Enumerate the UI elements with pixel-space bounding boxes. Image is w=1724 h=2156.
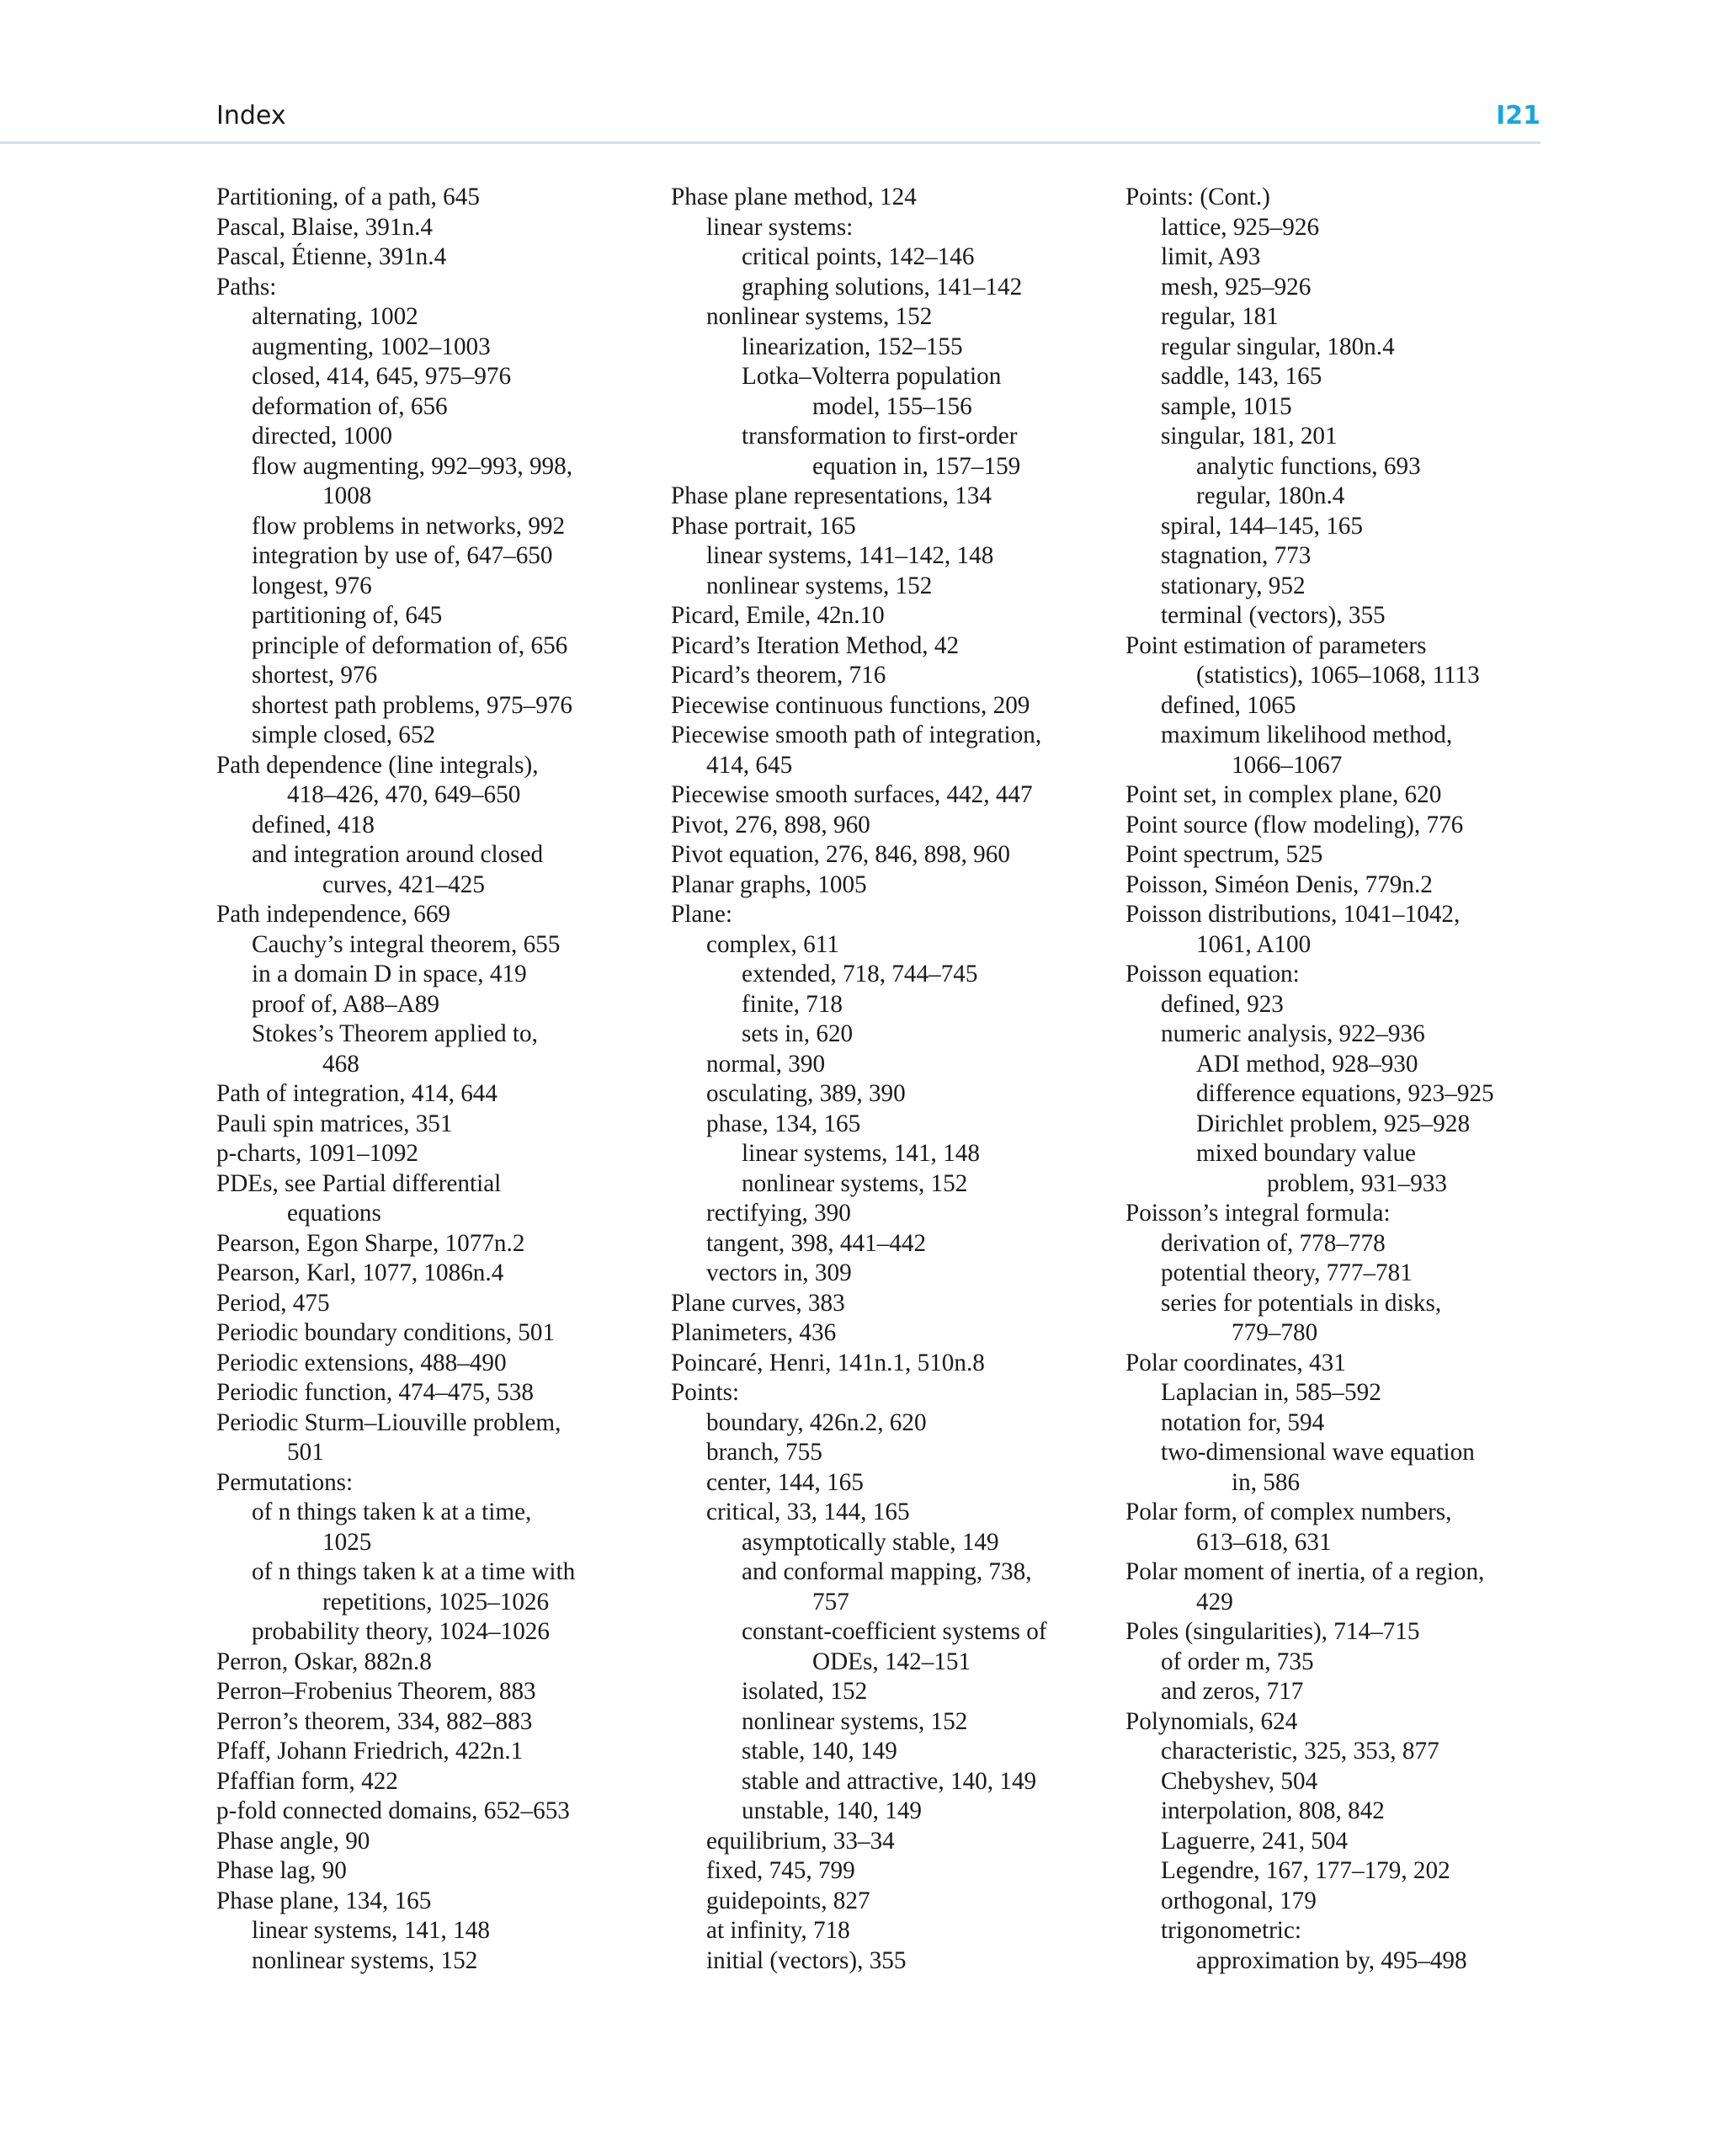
- index-entry: (statistics), 1065–1068, 1113: [1196, 662, 1480, 689]
- index-entry: 429: [1196, 1588, 1233, 1616]
- index-entry: alternating, 1002: [252, 303, 418, 330]
- index-entry: and integration around closed: [252, 841, 544, 868]
- index-entry: model, 155–156: [812, 392, 972, 420]
- index-entry: Polar moment of inertia, of a region,: [1125, 1558, 1485, 1585]
- index-entry: nonlinear systems, 152: [742, 1169, 968, 1197]
- index-entry: Laplacian in, 585–592: [1161, 1379, 1381, 1406]
- index-entry: flow augmenting, 992–993, 998,: [252, 452, 573, 480]
- index-entry: Picard, Emile, 42n.10: [671, 602, 885, 629]
- index-entry: critical, 33, 144, 165: [706, 1499, 910, 1525]
- index-entry: Phase portrait, 165: [671, 512, 856, 540]
- index-entry: Planar graphs, 1005: [671, 870, 867, 898]
- index-entry: singular, 181, 201: [1161, 423, 1338, 450]
- index-entry: and zeros, 717: [1161, 1678, 1304, 1705]
- index-entry: extended, 718, 744–745: [742, 961, 978, 988]
- index-entry: proof of, A88–A89: [252, 990, 439, 1018]
- index-entry: limit, A93: [1161, 243, 1261, 270]
- index-entry: constant-coefficient systems of: [742, 1618, 1047, 1645]
- index-entry: Pauli spin matrices, 351: [216, 1110, 453, 1137]
- index-entry: shortest path problems, 975–976: [252, 691, 573, 719]
- page-number: I21: [1496, 101, 1540, 130]
- index-entry: Periodic Sturm–Liouville problem,: [216, 1408, 561, 1436]
- running-head: Index: [216, 101, 286, 130]
- index-entry: Legendre, 167, 177–179, 202: [1161, 1857, 1450, 1884]
- index-entry: Periodic extensions, 488–490: [216, 1349, 507, 1376]
- index-entry: spiral, 144–145, 165: [1161, 512, 1363, 540]
- index-entry: orthogonal, 179: [1161, 1887, 1317, 1914]
- index-entry: Pivot, 276, 898, 960: [671, 811, 870, 838]
- index-entry: linearization, 152–155: [742, 333, 963, 360]
- index-entry: Poisson, Siméon Denis, 779n.2: [1125, 870, 1433, 898]
- index-entry: 1061, A100: [1196, 930, 1312, 958]
- index-entry: closed, 414, 645, 975–976: [252, 363, 512, 390]
- index-entry: finite, 718: [742, 990, 843, 1018]
- index-entry: 779–780: [1232, 1319, 1318, 1346]
- index-entry: isolated, 152: [742, 1678, 868, 1705]
- index-entry: Pearson, Karl, 1077, 1086n.4: [216, 1259, 504, 1286]
- index-entry: lattice, 925–926: [1161, 213, 1320, 241]
- index-entry: complex, 611: [706, 930, 839, 958]
- index-entry: Poles (singularities), 714–715: [1125, 1618, 1420, 1645]
- index-entry: Point source (flow modeling), 776: [1125, 811, 1464, 838]
- index-entry: in, 586: [1232, 1468, 1301, 1496]
- index-entry: potential theory, 777–781: [1161, 1259, 1413, 1286]
- index-entry: shortest, 976: [252, 662, 378, 689]
- index-entry: fixed, 745, 799: [706, 1857, 855, 1884]
- index-entry: derivation of, 778–778: [1161, 1229, 1386, 1257]
- index-entry: nonlinear systems, 152: [706, 572, 933, 599]
- index-entry: 468: [322, 1050, 359, 1078]
- index-entry: defined, 923: [1161, 990, 1284, 1018]
- index-entry: mesh, 925–926: [1161, 273, 1312, 301]
- index-entry: 757: [812, 1588, 849, 1616]
- index-entry: deformation of, 656: [252, 392, 448, 420]
- index-entry: Phase plane, 134, 165: [216, 1887, 432, 1914]
- index-entry: defined, 418: [252, 811, 375, 838]
- index-entry: Poincaré, Henri, 141n.1, 510n.8: [671, 1349, 985, 1376]
- index-entry: flow problems in networks, 992: [252, 512, 566, 540]
- index-entry: at infinity, 718: [706, 1917, 850, 1944]
- index-entry: in a domain D in space, 419: [252, 961, 527, 988]
- index-entry: 1008: [322, 482, 372, 509]
- index-entry: of order m, 735: [1161, 1648, 1314, 1675]
- index-entry: Periodic boundary conditions, 501: [216, 1319, 556, 1346]
- index-entry: 1066–1067: [1232, 751, 1343, 779]
- index-entry: curves, 421–425: [322, 870, 485, 898]
- index-entry: equation in, 157–159: [812, 452, 1021, 480]
- index-entry: characteristic, 325, 353, 877: [1161, 1738, 1439, 1765]
- index-entry: stationary, 952: [1161, 572, 1306, 599]
- index-entry: and conformal mapping, 738,: [742, 1558, 1032, 1585]
- index-entry: center, 144, 165: [706, 1468, 864, 1496]
- index-entry: Phase plane method, 124: [671, 184, 917, 210]
- index-entry: Permutations:: [216, 1468, 354, 1496]
- index-entry: regular, 180n.4: [1196, 482, 1345, 509]
- index-entry: initial (vectors), 355: [706, 1946, 907, 1974]
- index-entry: nonlinear systems, 152: [742, 1707, 968, 1735]
- index-entry: Stokes’s Theorem applied to,: [252, 1020, 538, 1047]
- index-entry: Chebyshev, 504: [1161, 1767, 1318, 1795]
- index-entry: Path independence, 669: [216, 901, 451, 928]
- index-entry: Dirichlet problem, 925–928: [1196, 1110, 1471, 1137]
- page-header: [0, 101, 1540, 144]
- index-entry: 613–618, 631: [1196, 1528, 1332, 1556]
- index-entry: Lotka–Volterra population: [742, 363, 1002, 390]
- index-entry: linear systems, 141–142, 148: [706, 542, 994, 569]
- index-entry: series for potentials in disks,: [1161, 1289, 1442, 1317]
- index-entry: tangent, 398, 441–442: [706, 1229, 927, 1257]
- index-entry: Point estimation of parameters: [1125, 631, 1427, 659]
- index-entry: Picard’s theorem, 716: [671, 662, 886, 689]
- index-entry: Picard’s Iteration Method, 42: [671, 631, 960, 659]
- index-entry: Piecewise smooth surfaces, 442, 447: [671, 781, 1033, 808]
- index-entry: vectors in, 309: [706, 1259, 852, 1286]
- index-entry: linear systems:: [706, 213, 854, 241]
- index-entry: Plane:: [671, 901, 732, 928]
- index-entry: stable and attractive, 140, 149: [742, 1767, 1037, 1795]
- index-entry: Points:: [671, 1379, 740, 1406]
- index-entry: simple closed, 652: [252, 721, 436, 748]
- index-entry: principle of deformation of, 656: [252, 631, 568, 659]
- index-entry: Perron, Oskar, 882n.8: [216, 1648, 432, 1675]
- index-entry: two-dimensional wave equation: [1161, 1439, 1475, 1466]
- index-entry: 414, 645: [706, 751, 793, 779]
- index-entry: 1025: [322, 1528, 372, 1556]
- index-entry: of n things taken k at a time with: [252, 1558, 576, 1585]
- index-entry: Pfaffian form, 422: [216, 1767, 398, 1795]
- index-column-3: [1125, 183, 1563, 1976]
- index-entry: Polar coordinates, 431: [1125, 1349, 1346, 1376]
- index-entry: Plane curves, 383: [671, 1289, 845, 1317]
- index-entry: equilibrium, 33–34: [706, 1827, 895, 1855]
- index-entry: terminal (vectors), 355: [1161, 602, 1386, 629]
- index-entry: sets in, 620: [742, 1020, 854, 1047]
- index-entry: mixed boundary value: [1196, 1140, 1416, 1167]
- index-entry: Phase angle, 90: [216, 1827, 370, 1855]
- index-entry: sample, 1015: [1161, 392, 1292, 420]
- index-entry: Planimeters, 436: [671, 1319, 837, 1346]
- index-entry: longest, 976: [252, 572, 372, 599]
- index-entry: notation for, 594: [1161, 1408, 1325, 1436]
- index-entry: Poisson’s integral formula:: [1125, 1200, 1391, 1227]
- index-entry: Pascal, Étienne, 391n.4: [216, 243, 447, 270]
- index-entry: augmenting, 1002–1003: [252, 333, 491, 360]
- index-entry: guidepoints, 827: [706, 1887, 870, 1914]
- index-entry: p-charts, 1091–1092: [216, 1140, 418, 1167]
- index-entry: phase, 134, 165: [706, 1110, 861, 1137]
- index-entry: defined, 1065: [1161, 691, 1296, 719]
- index-entry: p-fold connected domains, 652–653: [216, 1797, 570, 1824]
- index-entry: Poisson equation:: [1125, 961, 1300, 988]
- index-entry: Piecewise smooth path of integration,: [671, 721, 1042, 748]
- index-entry: Phase lag, 90: [216, 1857, 347, 1884]
- index-entry: Pascal, Blaise, 391n.4: [216, 213, 433, 241]
- index-column-1: [216, 183, 654, 1976]
- index-entry: Perron’s theorem, 334, 882–883: [216, 1707, 533, 1735]
- index-entry: of n things taken k at a time,: [252, 1499, 532, 1525]
- index-entry: probability theory, 1024–1026: [252, 1618, 550, 1645]
- index-entry: partitioning of, 645: [252, 602, 443, 629]
- index-entry: Pfaff, Johann Friedrich, 422n.1: [216, 1738, 524, 1765]
- index-entry: osculating, 389, 390: [706, 1080, 906, 1107]
- index-entry: Period, 475: [216, 1289, 330, 1317]
- index-entry: trigonometric:: [1161, 1917, 1301, 1944]
- index-entry: Piecewise continuous functions, 209: [671, 691, 1030, 719]
- index-entry: PDEs, see Partial differential: [216, 1169, 502, 1197]
- index-entry: ADI method, 928–930: [1196, 1050, 1418, 1078]
- index-entry: normal, 390: [706, 1050, 826, 1078]
- index-entry: Point set, in complex plane, 620: [1125, 781, 1442, 808]
- index-entry: nonlinear systems, 152: [706, 303, 933, 330]
- index-entry: numeric analysis, 922–936: [1161, 1020, 1425, 1047]
- index-entry: Paths:: [216, 273, 277, 301]
- index-entry: 418–426, 470, 649–650: [287, 781, 521, 808]
- index-entry: Laguerre, 241, 504: [1161, 1827, 1349, 1855]
- index-entry: Cauchy’s integral theorem, 655: [252, 930, 561, 958]
- index-entry: repetitions, 1025–1026: [322, 1588, 550, 1616]
- index-entry: 501: [287, 1439, 324, 1466]
- index-entry: Path dependence (line integrals),: [216, 751, 539, 779]
- index-entry: Polar form, of complex numbers,: [1125, 1499, 1452, 1525]
- index-entry: Point spectrum, 525: [1125, 841, 1323, 868]
- index-entry: regular, 181: [1161, 303, 1279, 330]
- index-entry: Phase plane representations, 134: [671, 482, 992, 509]
- index-entry: transformation to first-order: [742, 423, 1018, 450]
- index-entry: Pearson, Egon Sharpe, 1077n.2: [216, 1229, 525, 1257]
- index-entry: stable, 140, 149: [742, 1738, 897, 1765]
- index-entry: saddle, 143, 165: [1161, 363, 1322, 390]
- index-entry: maximum likelihood method,: [1161, 721, 1453, 748]
- index-entry: equations: [287, 1200, 381, 1227]
- index-entry: Points: (Cont.): [1125, 184, 1270, 210]
- index-column-2: [671, 183, 1109, 1976]
- index-entry: graphing solutions, 141–142: [742, 273, 1023, 301]
- index-entry: asymptotically stable, 149: [742, 1528, 999, 1556]
- index-entry: Poisson distributions, 1041–1042,: [1125, 901, 1461, 928]
- index-entry: Perron–Frobenius Theorem, 883: [216, 1678, 536, 1705]
- index-entry: problem, 931–933: [1267, 1169, 1448, 1197]
- index-entry: linear systems, 141, 148: [742, 1140, 980, 1167]
- index-entry: unstable, 140, 149: [742, 1797, 923, 1824]
- index-entry: analytic functions, 693: [1196, 452, 1421, 480]
- index-entry: Path of integration, 414, 644: [216, 1080, 498, 1107]
- index-entry: branch, 755: [706, 1439, 822, 1466]
- index-entry: interpolation, 808, 842: [1161, 1797, 1385, 1824]
- index-entry: critical points, 142–146: [742, 243, 975, 270]
- index-entry: difference equations, 923–925: [1196, 1080, 1494, 1107]
- index-entry: nonlinear systems, 152: [252, 1946, 478, 1974]
- index-entry: approximation by, 495–498: [1196, 1946, 1467, 1974]
- index-entry: Periodic function, 474–475, 538: [216, 1379, 534, 1406]
- index-entry: boundary, 426n.2, 620: [706, 1408, 927, 1436]
- index-entry: linear systems, 141, 148: [252, 1917, 490, 1944]
- index-entry: Pivot equation, 276, 846, 898, 960: [671, 841, 1010, 868]
- index-entry: Polynomials, 624: [1125, 1707, 1298, 1735]
- index-entry: integration by use of, 647–650: [252, 542, 553, 569]
- index-entry: Partitioning, of a path, 645: [216, 184, 480, 210]
- index-entry: rectifying, 390: [706, 1200, 851, 1227]
- index-entry: stagnation, 773: [1161, 542, 1312, 569]
- index-entry: directed, 1000: [252, 423, 392, 450]
- index-entry: regular singular, 180n.4: [1161, 333, 1395, 360]
- index-entry: ODEs, 142–151: [812, 1648, 971, 1675]
